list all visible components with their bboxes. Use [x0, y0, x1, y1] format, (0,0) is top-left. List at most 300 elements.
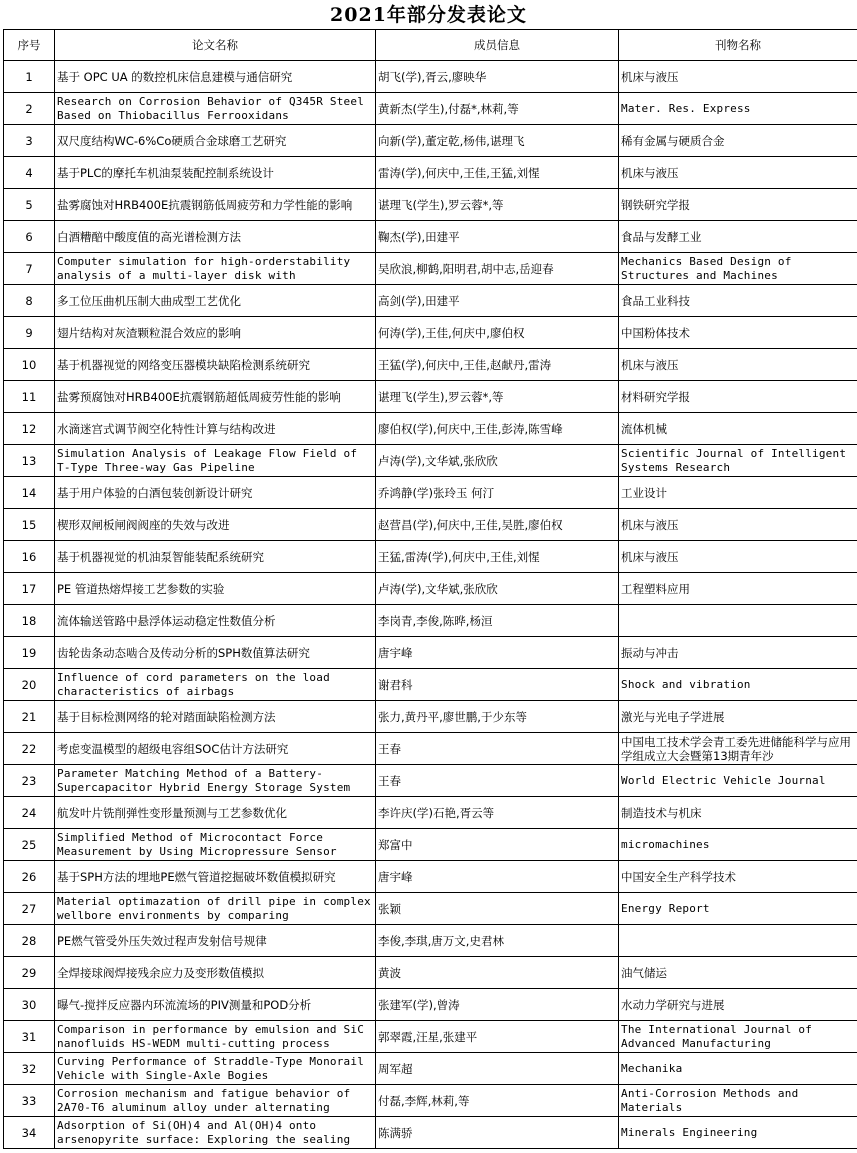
cell-no	[4, 669, 55, 701]
cell-no	[4, 381, 55, 413]
cell-no-text: 9	[25, 325, 33, 340]
cell-members-text: 黄波	[378, 965, 401, 980]
cell-paper-title	[55, 637, 376, 669]
cell-journal-text: 稀有金属与硬质合金	[621, 133, 725, 148]
cell-no	[4, 477, 55, 509]
cell-no-text: 19	[21, 645, 37, 660]
cell-journal-text: World Electric Vehicle Journal	[621, 773, 826, 787]
cell-journal-text: 工程塑料应用	[621, 581, 690, 596]
cell-no-text: 30	[21, 997, 37, 1012]
cell-members	[376, 541, 619, 573]
table-row	[4, 989, 857, 1021]
cell-members-text: 郭翠霞,汪星,张建平	[378, 1029, 478, 1044]
cell-journal	[619, 125, 857, 157]
cell-journal-text: 机床与液压	[621, 357, 679, 372]
cell-no	[4, 893, 55, 925]
cell-no-text: 6	[25, 229, 33, 244]
table-row	[4, 669, 857, 701]
table-row	[4, 189, 857, 221]
cell-paper-title	[55, 893, 376, 925]
cell-no-text: 20	[21, 677, 37, 692]
table-row	[4, 477, 857, 509]
cell-no	[4, 317, 55, 349]
cell-journal	[619, 1021, 857, 1053]
cell-no-text: 25	[21, 837, 37, 852]
table-row	[4, 1021, 857, 1053]
cell-no	[4, 285, 55, 317]
cell-no-text: 17	[21, 581, 37, 596]
cell-journal-text: micromachines	[621, 837, 710, 851]
table-row	[4, 221, 857, 253]
cell-journal	[619, 765, 857, 797]
cell-members	[376, 157, 619, 189]
cell-journal	[619, 733, 857, 765]
cell-no	[4, 253, 55, 285]
cell-paper-title-text: 基于目标检测网络的轮对踏面缺陷检测方法	[57, 709, 276, 724]
cell-members	[376, 989, 619, 1021]
cell-members	[376, 669, 619, 701]
cell-paper-title	[55, 221, 376, 253]
cell-paper-title-text: 考虑变温模型的超级电容组SOC估计方法研究	[57, 741, 289, 756]
cell-no	[4, 541, 55, 573]
cell-no	[4, 1085, 55, 1117]
cell-journal-text: Anti-Corrosion Methods and Materials	[621, 1086, 799, 1114]
cell-no	[4, 1117, 55, 1149]
cell-paper-title-text: 齿轮齿条动态啮合及传动分析的SPH数值算法研究	[57, 645, 310, 660]
cell-no	[4, 765, 55, 797]
table-row	[4, 925, 857, 957]
header-members: 成员信息	[376, 30, 619, 61]
cell-members-text: 廖伯权(学),何庆中,王佳,彭涛,陈雪峰	[378, 421, 563, 436]
cell-paper-title	[55, 509, 376, 541]
cell-paper-title	[55, 989, 376, 1021]
cell-members-text: 谌理飞(学生),罗云蓉*,等	[378, 197, 504, 212]
cell-journal	[619, 1053, 857, 1085]
cell-journal-text: 机床与液压	[621, 165, 679, 180]
cell-paper-title-text: 翅片结构对灰渣颗粒混合效应的影响	[57, 325, 241, 340]
cell-journal	[619, 637, 857, 669]
table-row	[4, 605, 857, 637]
cell-paper-title	[55, 189, 376, 221]
cell-no-text: 3	[25, 133, 33, 148]
cell-members	[376, 285, 619, 317]
table-row	[4, 1085, 857, 1117]
cell-no-text: 28	[21, 933, 37, 948]
cell-paper-title	[55, 541, 376, 573]
cell-no-text: 16	[21, 549, 37, 564]
cell-journal-text: 机床与液压	[621, 517, 679, 532]
cell-no-text: 12	[21, 421, 37, 436]
cell-paper-title-text: PE燃气管受外压失效过程声发射信号规律	[57, 933, 267, 948]
cell-paper-title-text: 基于PLC的摩托车机油泵装配控制系统设计	[57, 165, 274, 180]
table-row	[4, 445, 857, 477]
cell-paper-title	[55, 413, 376, 445]
cell-members-text: 王春	[378, 741, 401, 756]
cell-no	[4, 829, 55, 861]
cell-members-text: 谢君科	[378, 677, 413, 692]
cell-members	[376, 93, 619, 125]
cell-paper-title-text: Computer simulation for high-orderstability analysis of a multi-layer disk with	[57, 254, 351, 282]
cell-no	[4, 509, 55, 541]
cell-journal-text: Shock and vibration	[621, 677, 751, 691]
cell-no	[4, 221, 55, 253]
cell-no	[4, 605, 55, 637]
cell-members-text: 胡飞(学),胥云,廖映华	[378, 69, 487, 84]
cell-journal-text: 振动与冲击	[621, 645, 679, 660]
cell-members-text: 鞠杰(学),田建平	[378, 229, 460, 244]
cell-members	[376, 477, 619, 509]
cell-members	[376, 797, 619, 829]
header-journal: 刊物名称	[619, 30, 857, 61]
cell-journal	[619, 701, 857, 733]
table-row	[4, 733, 857, 765]
cell-journal	[619, 61, 857, 93]
cell-paper-title	[55, 381, 376, 413]
cell-paper-title	[55, 605, 376, 637]
cell-paper-title	[55, 93, 376, 125]
cell-paper-title-text: Corrosion mechanism and fatigue behavior of 2A70-T6 aluminum alloy under alternating	[57, 1086, 351, 1114]
cell-members-text: 张力,黄丹平,廖世鹏,于少东等	[378, 709, 527, 724]
cell-no-text: 2	[25, 101, 33, 116]
cell-members-text: 王猛(学),何庆中,王佳,赵献丹,雷涛	[378, 357, 552, 372]
cell-no	[4, 797, 55, 829]
cell-members	[376, 61, 619, 93]
cell-paper-title-text: 白酒糟醅中酸度值的高光谱检测方法	[57, 229, 241, 244]
table-row	[4, 253, 857, 285]
cell-members	[376, 1085, 619, 1117]
cell-paper-title-text: 盐雾预腐蚀对HRB400E抗震钢筋超低周疲劳性能的影响	[57, 389, 341, 404]
cell-paper-title-text: 流体输送管路中悬浮体运动稳定性数值分析	[57, 613, 276, 628]
cell-journal-text: 流体机械	[621, 421, 667, 436]
table-row	[4, 349, 857, 381]
cell-paper-title	[55, 157, 376, 189]
cell-paper-title	[55, 669, 376, 701]
cell-paper-title-text: 全焊接球阀焊接残余应力及变形数值模拟	[57, 965, 264, 980]
cell-paper-title-text: 多工位压曲机压制大曲成型工艺优化	[57, 293, 241, 308]
cell-paper-title	[55, 797, 376, 829]
cell-journal	[619, 1117, 857, 1149]
cell-members	[376, 1053, 619, 1085]
table-row	[4, 861, 857, 893]
cell-paper-title-text: 曝气-搅拌反应器内环流流场的PIV测量和POD分析	[57, 997, 312, 1012]
cell-members	[376, 573, 619, 605]
cell-journal-text: 中国安全生产科学技术	[621, 869, 736, 884]
cell-journal-text: 食品与发酵工业	[621, 229, 702, 244]
cell-no	[4, 989, 55, 1021]
table-row	[4, 1053, 857, 1085]
cell-members-text: 吴欣浪,柳鹤,阳明君,胡中志,岳迎春	[378, 261, 554, 276]
table-row	[4, 701, 857, 733]
table-row	[4, 637, 857, 669]
cell-journal	[619, 605, 857, 637]
cell-members	[376, 445, 619, 477]
cell-paper-title	[55, 477, 376, 509]
cell-members	[376, 861, 619, 893]
cell-no-text: 4	[25, 165, 33, 180]
table-row	[4, 957, 857, 989]
cell-journal	[619, 893, 857, 925]
table-row	[4, 541, 857, 573]
table-row	[4, 797, 857, 829]
cell-members-text: 卢涛(学),文华斌,张欣欣	[378, 581, 498, 596]
cell-no-text: 26	[21, 869, 37, 884]
cell-members	[376, 381, 619, 413]
cell-journal-text: Mechanika	[621, 1061, 683, 1075]
table-row	[4, 413, 857, 445]
cell-paper-title	[55, 253, 376, 285]
cell-no-text: 10	[21, 357, 37, 372]
cell-paper-title-text: 基于用户体验的白酒包装创新设计研究	[57, 485, 253, 500]
cell-members-text: 高剑(学),田建平	[378, 293, 460, 308]
cell-paper-title	[55, 829, 376, 861]
cell-journal-text: 中国粉体技术	[621, 325, 690, 340]
table-row	[4, 285, 857, 317]
cell-journal	[619, 317, 857, 349]
cell-journal-text: Minerals Engineering	[621, 1125, 758, 1139]
cell-journal	[619, 541, 857, 573]
cell-no	[4, 413, 55, 445]
cell-journal-text: 机床与液压	[621, 69, 679, 84]
cell-members-text: 张建军(学),曾涛	[378, 997, 460, 1012]
table-row	[4, 381, 857, 413]
cell-paper-title	[55, 1085, 376, 1117]
table-row	[4, 93, 857, 125]
cell-members	[376, 829, 619, 861]
cell-no	[4, 733, 55, 765]
cell-members-text: 乔鸿静(学)张玲玉 何汀	[378, 485, 495, 500]
cell-journal	[619, 381, 857, 413]
cell-paper-title-text: PE 管道热熔焊接工艺参数的实验	[57, 581, 225, 596]
cell-journal-text: 中国电工技术学会青工委先进储能科学与应用学组成立大会暨第13期青年沙	[621, 734, 851, 763]
cell-paper-title	[55, 1053, 376, 1085]
cell-members	[376, 957, 619, 989]
cell-members-text: 谌理飞(学生),罗云蓉*,等	[378, 389, 504, 404]
cell-paper-title-text: 水滴迷宫式调节阀空化特性计算与结构改进	[57, 421, 276, 436]
cell-no	[4, 925, 55, 957]
cell-no	[4, 637, 55, 669]
cell-paper-title	[55, 1117, 376, 1149]
cell-paper-title-text: Material optimazation of drill pipe in complex wellbore environments by comparing	[57, 894, 371, 922]
cell-journal-text: 工业设计	[621, 485, 667, 500]
cell-paper-title-text: 盐雾腐蚀对HRB400E抗震钢筋低周疲劳和力学性能的影响	[57, 197, 353, 212]
cell-journal-text: 食品工业科技	[621, 293, 690, 308]
cell-journal	[619, 957, 857, 989]
cell-no-text: 15	[21, 517, 37, 532]
cell-members-text: 何涛(学),王佳,何庆中,廖伯权	[378, 325, 525, 340]
cell-journal	[619, 285, 857, 317]
cell-members-text: 雷涛(学),何庆中,王佳,王猛,刘惺	[378, 165, 540, 180]
cell-no	[4, 861, 55, 893]
cell-journal	[619, 989, 857, 1021]
cell-members	[376, 701, 619, 733]
cell-no	[4, 1053, 55, 1085]
cell-journal-text: Energy Report	[621, 901, 710, 915]
cell-no-text: 27	[21, 901, 37, 916]
cell-members-text: 郑富中	[378, 837, 413, 852]
cell-no-text: 32	[21, 1061, 37, 1076]
cell-members-text: 张颖	[378, 901, 401, 916]
cell-paper-title-text: Adsorption of Si(OH)4 and Al(OH)4 onto arsenopyrite surface: Exploring the sealing	[57, 1118, 351, 1146]
cell-paper-title-text: Research on Corrosion Behavior of Q345R Steel Based on Thiobacillus Ferrooxidans	[57, 94, 365, 122]
cell-journal	[619, 157, 857, 189]
cell-no	[4, 349, 55, 381]
table-row	[4, 61, 857, 93]
cell-journal-text: 油气储运	[621, 965, 667, 980]
cell-members-text: 王猛,雷涛(学),何庆中,王佳,刘惺	[378, 549, 540, 564]
cell-members	[376, 189, 619, 221]
cell-members-text: 卢涛(学),文华斌,张欣欣	[378, 453, 498, 468]
table-row	[4, 573, 857, 605]
cell-journal	[619, 573, 857, 605]
cell-members	[376, 925, 619, 957]
cell-members	[376, 765, 619, 797]
cell-paper-title	[55, 573, 376, 605]
cell-paper-title	[55, 285, 376, 317]
cell-no-text: 7	[25, 261, 33, 276]
cell-journal	[619, 477, 857, 509]
page-title: 2021年部分发表论文	[330, 4, 527, 26]
cell-paper-title	[55, 61, 376, 93]
cell-journal-text: 水动力学研究与进展	[621, 997, 725, 1012]
cell-paper-title-text: Simulation Analysis of Leakage Flow Field of T-Type Three-way Gas Pipeline	[57, 446, 358, 474]
cell-members	[376, 413, 619, 445]
cell-no	[4, 957, 55, 989]
cell-no-text: 14	[21, 485, 37, 500]
cell-paper-title	[55, 1021, 376, 1053]
cell-journal-text: 机床与液压	[621, 549, 679, 564]
cell-paper-title-text: 楔形双闸板闸阀阀座的失效与改进	[57, 517, 230, 532]
cell-no	[4, 157, 55, 189]
cell-no-text: 18	[21, 613, 37, 628]
cell-members	[376, 733, 619, 765]
cell-members-text: 陈满骄	[378, 1125, 413, 1140]
cell-members	[376, 637, 619, 669]
table-row	[4, 157, 857, 189]
cell-no-text: 23	[21, 773, 37, 788]
cell-paper-title	[55, 349, 376, 381]
cell-journal	[619, 221, 857, 253]
cell-paper-title	[55, 701, 376, 733]
cell-journal	[619, 861, 857, 893]
cell-paper-title-text: Parameter Matching Method of a Battery-Supercapacitor Hybrid Energy Storage System	[57, 766, 351, 794]
cell-members-text: 付磊,李辉,林莉,等	[378, 1093, 470, 1108]
cell-no-text: 11	[21, 389, 37, 404]
cell-journal	[619, 797, 857, 829]
header-no: 序号	[4, 30, 55, 61]
cell-members-text: 黄新杰(学生),付磊*,林莉,等	[378, 101, 519, 116]
cell-paper-title	[55, 957, 376, 989]
cell-paper-title	[55, 861, 376, 893]
cell-journal	[619, 925, 857, 957]
cell-journal	[619, 253, 857, 285]
cell-members-text: 周军超	[378, 1061, 413, 1076]
cell-paper-title-text: Influence of cord parameters on the load characteristics of airbags	[57, 670, 330, 698]
cell-no	[4, 701, 55, 733]
cell-paper-title-text: 航发叶片铣削弹性变形量预测与工艺参数优化	[57, 805, 287, 820]
cell-members-text: 李许庆(学)石艳,胥云等	[378, 805, 495, 820]
table-row	[4, 509, 857, 541]
cell-members	[376, 317, 619, 349]
cell-journal	[619, 669, 857, 701]
cell-paper-title-text: 基于SPH方法的埋地PE燃气管道挖掘破坏数值模拟研究	[57, 869, 336, 884]
cell-no-text: 13	[21, 453, 37, 468]
cell-journal	[619, 93, 857, 125]
cell-journal-text: Mater. Res. Express	[621, 101, 751, 115]
cell-no-text: 1	[25, 69, 33, 84]
cell-paper-title	[55, 317, 376, 349]
cell-members	[376, 221, 619, 253]
cell-members	[376, 509, 619, 541]
cell-journal-text: 激光与光电子学进展	[621, 709, 725, 724]
table-row	[4, 125, 857, 157]
cell-journal-text: The International Journal of Advanced Manufacturing	[621, 1022, 813, 1050]
table-row	[4, 317, 857, 349]
cell-no	[4, 573, 55, 605]
cell-journal	[619, 829, 857, 861]
cell-paper-title-text: 双尺度结构WC-6%Co硬质合金球磨工艺研究	[57, 133, 287, 148]
cell-members	[376, 1117, 619, 1149]
cell-paper-title-text: 基于 OPC UA 的数控机床信息建模与通信研究	[57, 69, 293, 84]
cell-journal	[619, 413, 857, 445]
cell-no-text: 33	[21, 1093, 37, 1108]
table-header-row	[4, 30, 857, 61]
cell-journal-text: Scientific Journal of Intelligent Systems Research	[621, 446, 847, 474]
table-row	[4, 765, 857, 797]
cell-paper-title	[55, 733, 376, 765]
cell-journal	[619, 509, 857, 541]
cell-no-text: 21	[21, 709, 37, 724]
cell-journal	[619, 349, 857, 381]
cell-journal-text: Mechanics Based Design of Structures and Machines	[621, 254, 792, 282]
cell-no	[4, 61, 55, 93]
cell-members-text: 向新(学),董定乾,杨伟,谌理飞	[378, 133, 525, 148]
table-row	[4, 829, 857, 861]
cell-journal-text: 制造技术与机床	[621, 805, 702, 820]
cell-no	[4, 445, 55, 477]
cell-no-text: 29	[21, 965, 37, 980]
cell-paper-title-text: Comparison in performance by emulsion and SiC nanofluids HS-WEDM multi-cutting process	[57, 1022, 365, 1050]
cell-no	[4, 1021, 55, 1053]
cell-members-text: 唐宇峰	[378, 645, 413, 660]
cell-members-text: 李俊,李琪,唐万文,史君林	[378, 933, 504, 948]
cell-journal	[619, 189, 857, 221]
cell-no-text: 5	[25, 197, 33, 212]
cell-members	[376, 349, 619, 381]
cell-paper-title-text: 基于机器视觉的网络变压器模块缺陷检测系统研究	[57, 357, 310, 372]
cell-no-text: 22	[21, 741, 37, 756]
cell-members	[376, 893, 619, 925]
cell-members	[376, 125, 619, 157]
cell-no	[4, 189, 55, 221]
papers-table	[3, 29, 857, 1149]
cell-journal	[619, 1085, 857, 1117]
table-row	[4, 893, 857, 925]
cell-paper-title-text: 基于机器视觉的机油泵智能装配系统研究	[57, 549, 264, 564]
cell-paper-title	[55, 125, 376, 157]
cell-no-text: 34	[21, 1125, 37, 1140]
cell-members-text: 王春	[378, 773, 401, 788]
cell-members	[376, 605, 619, 637]
cell-members-text: 李岗青,李俊,陈晔,杨洹	[378, 613, 493, 628]
table-row	[4, 1117, 857, 1149]
cell-no-text: 31	[21, 1029, 37, 1044]
cell-paper-title-text: Simplified Method of Microcontact Force Measurement by Using Micropressure Sensor	[57, 830, 337, 858]
cell-journal-text: 钢铁研究学报	[621, 197, 690, 212]
cell-members-text: 赵营昌(学),何庆中,王佳,吴胜,廖伯权	[378, 517, 563, 532]
cell-paper-title	[55, 925, 376, 957]
cell-members	[376, 253, 619, 285]
cell-no	[4, 93, 55, 125]
